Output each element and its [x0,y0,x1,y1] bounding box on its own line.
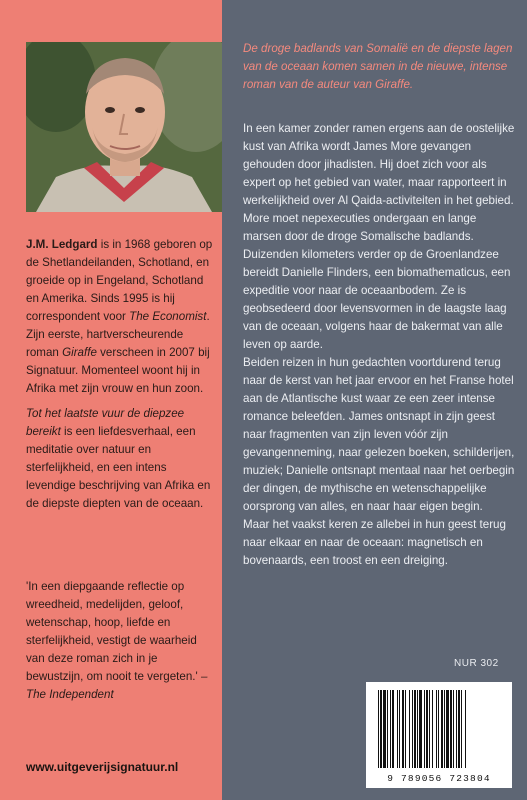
publication-title: The Economist [129,310,207,323]
nur-code: NUR 302 [454,658,499,669]
publisher-website[interactable]: www.uitgeverijsignatuur.nl [26,760,179,774]
book-title: Tot het laatste vuur de diepzee bereikt [26,407,185,438]
author-photo [26,42,222,212]
story-paragraph-3: Maar het vaakst keren ze allebei in hun geest terug naar elkaar en naar de oceaan: magnetisch en bovenaards, een troost en een dreiging. [243,518,506,567]
author-bio-text-2: . Zijn eerste, hartverscheurende roman [26,310,210,359]
author-name: J.M. Ledgard [26,238,98,251]
barcode-bars [376,690,502,768]
barcode [366,682,512,788]
author-bio [26,236,216,398]
story-paragraph-2: Beiden reizen in hun gedachten voortdurend terug naar de kerst van het jaar ervoor en het Franse hotel aan de Atlantische kust waar ze een zeer intense romance beleefden. James ontsnapt in zijn geest naar fragmenten van zijn leven vóór zijn gevangenneming, naar gelezen boeken, schilderijen, muziek; Danielle ontsnapt mentaal naar het oerbegin der dingen, de mythische en wetenschappelijke oorsprong van alles, en naar haar eigen begin. [243,356,515,513]
review-quote-text: 'In een diepgaande reflectie op wreedheid, medelijden, geloof, wetenschap, hoop, liefde en sterfelijkheid, vestigt de waarheid van deze roman zich in je bewustzijn, om nooit te vergeten.' [26,580,198,683]
tagline: De droge badlands van Somalië en de diepste lagen van de oceaan komen samen in de nieuwe, intense roman van de auteur van Giraffe. [243,42,513,91]
review-source: – The Independent [26,670,208,701]
book-blurb [26,405,216,513]
author-bio-text-1: is in 1968 geboren op de Shetlandeilanden, Schotland, en groeide op in Engeland, Schotland en Amerika. Sinds 1995 is hij correspondent voor [26,238,213,323]
author-bio-text-3: verscheen in 2007 bij Signatuur. Momenteel woont hij in Afrika met zijn vrouw en hun zoon. [26,346,210,395]
story-paragraph-1: In een kamer zonder ramen ergens aan de oostelijke kust van Afrika wordt James More gevangen gehouden door jihadisten. Hij doet zich voor als expert op het gebied van water, maar rapporteert in werkelijkheid over Al Qaida-activiteiten in het gebied. More moet nepexecuties ondergaan en lange marsen door de droge Somalische badlands. Duizenden kilometers verder op de Groenlandzee bereidt Danielle Flinders, een biomathematicus, een expeditie voor naar de oceaanbodem. Ze is geobsedeerd door levensvormen in de laagste laag van de oceaan, volgens haar de bakermat van alle leven op aarde. [243,122,515,351]
book-blurb-text: is een liefdesverhaal, een meditatie over natuur en sterfelijkheid, en een intens levendige beschrijving van Afrika en de diepste diepten van de oceaan. [26,425,211,510]
first-novel-title: Giraffe [62,346,97,359]
review-quote [26,578,216,704]
story-summary [243,120,515,570]
isbn-number: 9 789056 723804 [387,773,491,784]
